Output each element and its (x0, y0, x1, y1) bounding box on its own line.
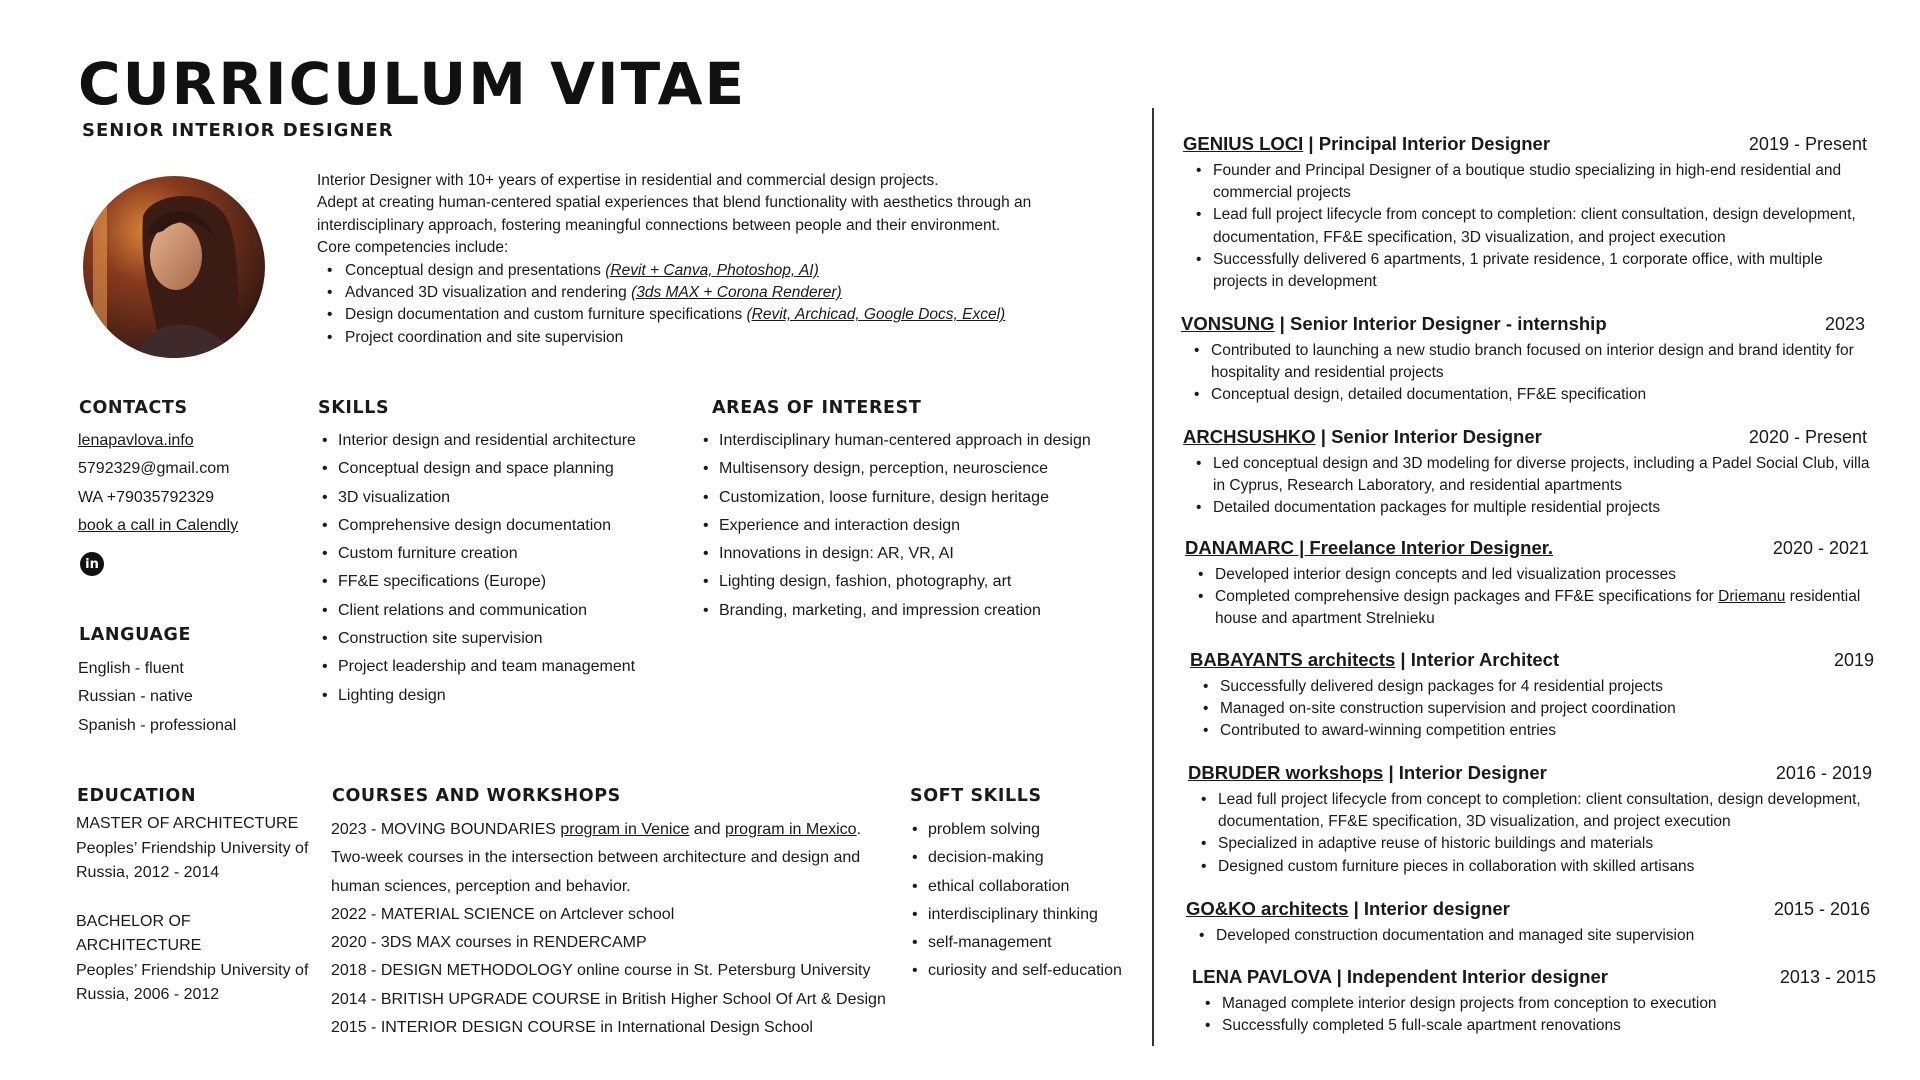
job-header: ARCHSUSHKO | Senior Interior Designer 2020 - Present (1183, 426, 1873, 448)
job-dates: 2020 - 2021 (1772, 538, 1869, 558)
language-heading: LANGUAGE (79, 625, 192, 645)
profile-summary (317, 170, 1077, 349)
skill-item: • Custom furniture creation (318, 540, 636, 568)
skill-item: • Client relations and communication (318, 597, 636, 625)
job-header: BABAYANTS architects | Interior Architect 2019 (1190, 649, 1880, 671)
avatar (83, 176, 265, 358)
soft-skill-item: • curiosity and self-education (908, 957, 1122, 985)
job-bullets (1188, 789, 1878, 878)
job-role: LENA PAVLOVA | Independent Interior designer (1192, 966, 1608, 987)
job-entry (1181, 313, 1871, 407)
degree-school: Peoples’ Friendship University of Russia, 2012 - 2014 (76, 839, 309, 881)
job-bullet: • Led conceptual design and 3D modeling for diverse projects, including a Padel Social Club, villa in Cyprus, Research Laboratory, and residential apartments (1183, 453, 1873, 497)
course-item: 2023 - MOVING BOUNDARIES program in Venice and program in Mexico. (331, 821, 862, 838)
soft-skill-item: • ethical collaboration (908, 873, 1122, 901)
degree-title: BACHELOR OF ARCHITECTURE (76, 912, 202, 954)
course-item: 2018 - DESIGN METHODOLOGY online course in St. Petersburg University (331, 962, 871, 980)
job-entry (1183, 133, 1873, 293)
education-heading: EDUCATION (77, 786, 197, 806)
job-header: GENIUS LOCI | Principal Interior Designer 2019 - Present (1183, 133, 1873, 155)
job-header: GO&KO architects | Interior designer 2015 - 2016 (1186, 898, 1876, 920)
courses-list (331, 816, 891, 1042)
competency-list (317, 260, 1077, 350)
interest-item: • Customization, loose furniture, design heritage (699, 484, 1091, 512)
interest-item: • Experience and interaction design (699, 512, 1091, 540)
column-divider (1152, 108, 1154, 1046)
course-item: 2022 - MATERIAL SCIENCE on Artclever school (331, 905, 675, 923)
job-bullet: • Lead full project lifecycle from concept to completion: client consultation, design development, documentation, FF&E specification, 3D visualization, and project execution (1188, 789, 1878, 833)
job-entry (1183, 426, 1873, 520)
interest-item: • Multisensory design, perception, neuroscience (699, 455, 1091, 483)
job-bullet: • Managed on-site construction supervision and project coordination (1190, 698, 1880, 720)
soft-skill-item: • interdisciplinary thinking (908, 901, 1122, 929)
job-dates: 2019 - Present (1748, 134, 1867, 154)
job-bullet: • Designed custom furniture pieces in collaboration with skilled artisans (1188, 856, 1878, 878)
tools-note: (3ds MAX + Corona Renderer) (631, 284, 842, 302)
job-bullet: • Specialized in adaptive reuse of historic buildings and materials (1188, 833, 1878, 855)
job-dates: 2023 (1824, 314, 1865, 334)
job-dates: 2015 - 2016 (1773, 899, 1870, 919)
skill-item: • Project leadership and team management (318, 653, 636, 681)
skills-list (318, 427, 636, 710)
job-role: Senior Interior Designer - internship (1290, 313, 1607, 334)
website-link[interactable]: lenapavlova.info (78, 432, 194, 449)
summary-line: Core competencies include: (317, 239, 509, 257)
interests-list (699, 427, 1091, 625)
degree-school: Peoples’ Friendship University of Russia, 2006 - 2012 (76, 961, 309, 1003)
courses-heading: COURSES AND WORKSHOPS (332, 786, 621, 806)
job-entry (1185, 537, 1875, 631)
interest-item: • Innovations in design: AR, VR, AI (699, 540, 1091, 568)
soft-skill-item: • decision-making (908, 844, 1122, 872)
job-bullets (1192, 993, 1882, 1037)
email-text: 5792329@gmail.com (78, 460, 230, 478)
soft-skills-heading: SOFT SKILLS (910, 786, 1042, 806)
soft-skills-list (908, 816, 1122, 986)
competency-item: • Advanced 3D visualization and rendering (3ds MAX + Corona Renderer) (317, 282, 1077, 304)
skill-item: • FF&E specifications (Europe) (318, 568, 636, 596)
job-bullet: • Detailed documentation packages for multiple residential projects (1183, 497, 1873, 519)
job-dates: 2019 (1833, 650, 1874, 670)
contacts-block (78, 427, 238, 540)
job-header (1185, 537, 1875, 559)
job-bullet: • Conceptual design, detailed documentation, FF&E specification (1181, 384, 1871, 406)
course-item: 2020 - 3DS MAX courses in RENDERCAMP (331, 934, 647, 952)
job-bullet: • Successfully completed 5 full-scale apartment renovations (1192, 1015, 1882, 1037)
job-role: Interior Designer (1398, 762, 1547, 783)
language-item: English - fluent (78, 660, 184, 677)
course-item: 2015 - INTERIOR DESIGN COURSE in International Design School (331, 1019, 813, 1037)
mexico-program-link[interactable]: program in Mexico (724, 821, 857, 838)
job-role: Senior Interior Designer (1331, 426, 1542, 447)
job-bullet: • Successfully delivered design packages for 4 residential projects (1190, 676, 1880, 698)
job-dates: 2020 - Present (1748, 427, 1867, 447)
summary-line: Adept at creating human-centered spatial experiences that blend functionality with aesthetics through an interdisciplinary approach, fostering meaningful connections between people and their environment. (317, 194, 1032, 234)
job-bullet: • Successfully delivered 6 apartments, 1 private residence, 1 corporate office, with multiple projects in development (1183, 249, 1873, 293)
page-title: CURRICULUM VITAE (78, 50, 747, 118)
job-role: Interior Architect (1410, 649, 1560, 670)
job-bullets (1190, 676, 1880, 743)
interest-item: • Interdisciplinary human-centered approach in design (699, 427, 1091, 455)
job-bullet: • Contributed to award-winning competition entries (1190, 720, 1880, 742)
job-bullet: • Contributed to launching a new studio branch focused on interior design and brand identity for hospitality and residential projects (1181, 340, 1871, 384)
job-bullet: • Developed interior design concepts and led visualization processes (1185, 564, 1875, 586)
skill-item: • Lighting design (318, 682, 636, 710)
skill-item: • 3D visualization (318, 484, 636, 512)
job-header (1192, 966, 1882, 988)
job-company: DANAMARC | Freelance Interior Designer. (1185, 537, 1554, 558)
soft-skill-item: • problem solving (908, 816, 1122, 844)
tools-note: (Revit, Archicad, Google Docs, Excel) (746, 306, 1006, 324)
job-header: DBRUDER workshops | Interior Designer 2016 - 2019 (1188, 762, 1878, 784)
job-company: VONSUNG (1181, 313, 1275, 334)
skill-item: • Comprehensive design documentation (318, 512, 636, 540)
interests-heading: AREAS OF INTEREST (712, 398, 922, 418)
competency-item: • Conceptual design and presentations (Revit + Canva, Photoshop, AI) (317, 260, 1077, 282)
course-description: Two-week courses in the intersection between architecture and design and human sciences, perception and behavior. (331, 849, 861, 895)
job-company: GENIUS LOCI (1183, 133, 1304, 154)
job-bullets (1186, 925, 1876, 947)
job-bullets (1185, 564, 1875, 631)
interest-item: • Branding, marketing, and impression creation (699, 597, 1091, 625)
job-dates: 2016 - 2019 (1775, 763, 1872, 783)
page-subtitle: SENIOR INTERIOR DESIGNER (82, 120, 394, 141)
job-role: Interior designer (1363, 898, 1510, 919)
job-bullet: • Managed complete interior design projects from conception to execution (1192, 993, 1882, 1015)
skills-heading: SKILLS (318, 398, 390, 418)
job-bullets (1183, 160, 1873, 293)
job-header: VONSUNG | Senior Interior Designer - internship 2023 (1181, 313, 1871, 335)
job-bullets (1181, 340, 1871, 407)
job-role: Principal Interior Designer (1318, 133, 1551, 154)
job-company: BABAYANTS architects (1190, 649, 1396, 670)
interest-item: • Lighting design, fashion, photography, art (699, 568, 1091, 596)
job-entry (1190, 649, 1880, 743)
job-bullet: • Developed construction documentation and managed site supervision (1186, 925, 1876, 947)
competency-item: • Project coordination and site supervision (317, 327, 1077, 349)
job-entry (1188, 762, 1878, 878)
job-bullet: • Founder and Principal Designer of a boutique studio specializing in high-end residential and commercial projects (1183, 160, 1873, 204)
job-dates: 2013 - 2015 (1779, 967, 1876, 987)
skill-item: • Interior design and residential architecture (318, 427, 636, 455)
skill-item: • Construction site supervision (318, 625, 636, 653)
job-company: GO&KO architects (1186, 898, 1349, 919)
venice-program-link[interactable]: program in Venice (560, 821, 690, 838)
soft-skill-item: • self-management (908, 929, 1122, 957)
job-company: DBRUDER workshops (1188, 762, 1384, 783)
degree-title: MASTER OF ARCHITECTURE (76, 815, 299, 832)
job-bullet: • Completed comprehensive design packages and FF&E specifications for Driemanu residential house and apartment Strelnieku (1185, 586, 1875, 630)
job-company: ARCHSUSHKO (1183, 426, 1316, 447)
phone-text: WA +79035792329 (78, 488, 214, 506)
language-item: Russian - native (78, 688, 193, 706)
education-list (76, 812, 316, 1008)
job-entry (1186, 898, 1876, 947)
language-item: Spanish - professional (78, 716, 237, 734)
skill-item: • Conceptual design and space planning (318, 455, 636, 483)
portrait-photo (83, 176, 265, 358)
job-entry (1192, 966, 1882, 1037)
linkedin-icon[interactable]: in (80, 552, 104, 576)
course-item: 2014 - BRITISH UPGRADE COURSE in British Higher School Of Art & Design (331, 990, 886, 1008)
calendly-link[interactable]: book a call in Calendly (78, 516, 239, 534)
summary-line: Interior Designer with 10+ years of expertise in residential and commercial design projects. (317, 172, 939, 189)
job-bullet: • Lead full project lifecycle from concept to completion: client consultation, design development, documentation, FF&E specification, 3D visualization, and project execution (1183, 204, 1873, 248)
competency-item: • Design documentation and custom furniture specifications (Revit, Archicad, Google Docs, Excel) (317, 304, 1077, 326)
language-list (78, 655, 236, 740)
tools-note: (Revit + Canva, Photoshop, AI) (605, 261, 819, 279)
contacts-heading: CONTACTS (79, 398, 188, 418)
job-bullets (1183, 453, 1873, 520)
